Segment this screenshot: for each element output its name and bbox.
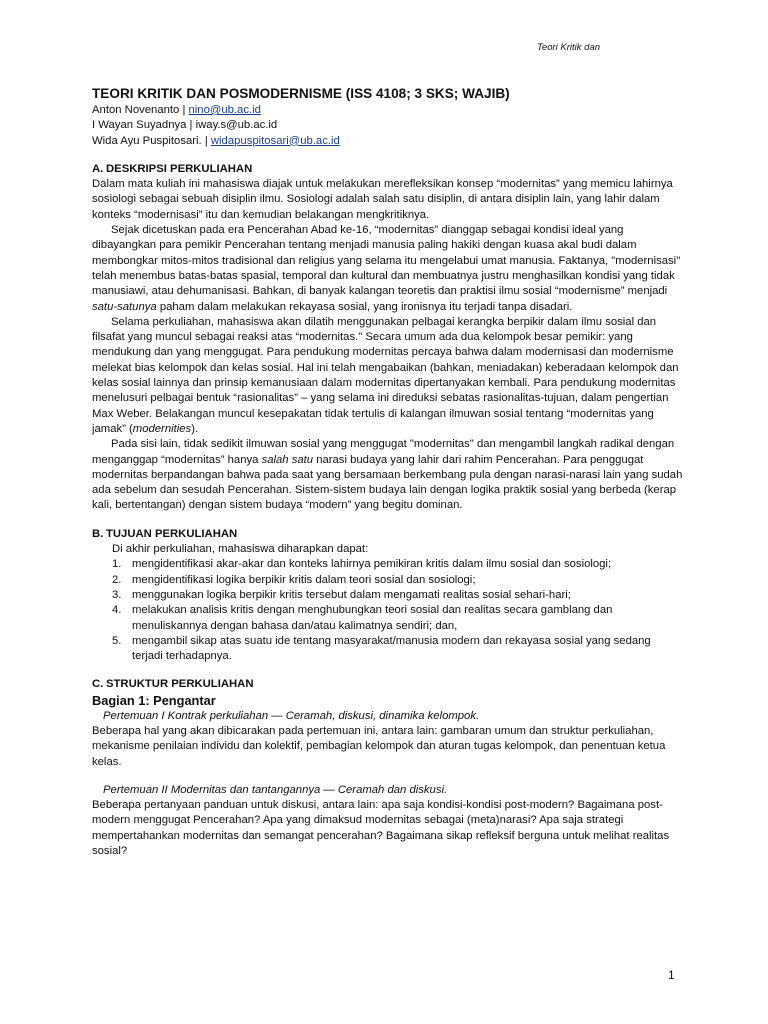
list-text: menggunakan logika berpikir kritis tersebut dalam mengamati realitas sosial sehari-hari; [132,588,571,601]
paragraph: Beberapa hal yang akan dibicarakan pada pertemuan ini, antara lain: gambaran umum dan struktur perkuliahan, mekanisme penilaian individu dan kolektif, pembagian kelompok dan aturan tugas kelompok, dan penentuan ketua kelas. [92,724,666,768]
objectives-list [92,557,684,664]
list-item [92,603,684,634]
text-run: narasi budaya yang lahir dari rahim Pencerahan. Para penggugat modernitas berpandangan bahwa pada saat yang bersamaan berkembang pula dengan narasi-narasi lain yang sudah ada sebelum dan sesudah Pencerahan. Sistem-sistem budaya lain dengan logika praktik sosial yang berbeda (kerap kali, bertentangan) dengan sistem budaya “modern” yang begitu dominan. [92,453,683,512]
author-line [92,118,684,133]
meeting-title: Pertemuan I Kontrak perkuliahan — Ceramah, diskusi, dinamika kelompok. [103,709,480,722]
section-title: TUJUAN PERKULIAHAN [106,527,238,540]
list-item [92,557,684,572]
paragraph [92,223,684,315]
list-item [92,588,684,603]
author-line [92,134,684,149]
author-name: Wida Ayu Puspitosari. | [92,134,211,147]
author-email-link[interactable]: nino@ub.ac.id [188,104,261,116]
section-heading-deskripsi [92,162,684,177]
list-number: 2. [112,573,122,586]
text-run: Pada sisi lain, tidak sedikit ilmuwan sosial yang menggugat "modernitas" dan mengambil langkah radikal dengan menganggap “modernitas” hanya [92,438,675,466]
page-content [92,84,684,859]
emphasis: modernities [132,422,192,435]
paragraph: Dalam mata kuliah ini mahasiswa diajak untuk melakukan merefleksikan konsep “modernitas” yang memicu lahirnya sosiologi sebagai sebuah disiplin ilmu. Sosiologi adalah salah satu disiplin, di antara disiplin lain, yang lahir dalam konteks “modernisasi” itu dan kemudian belakangan mengkritiknya. [92,178,673,221]
subsection-heading: Bagian 1: Pengantar [92,692,216,708]
text-run: Sejak dicetuskan pada era Pencerahan Abad ke-16, “modernitas” dianggap sebagai kondisi ideal yang dibayangkan para pemikir Pencerahan tentang menjadi manusia paling hakiki dengan kuasa akal budi dalam membongkar mitos-mitos tradisional dan religius yang selama itu mengelabui umat manusia. Faktanya, "modernisasi" telah menembus batas-batas spasial, temporal dan kultural dan membuatnya justru menghasilkan kondisi yang tidak manusiawi, atau dehumanisasi. Bahkan, di banyak kalangan teoretis dan praktisi ilmu sosial “modernisme” menjadi [92,224,681,298]
list-number: 4. [112,604,122,617]
list-number: 3. [112,588,122,601]
list-text: melakukan analisis kritis dengan menghubungkan teori sosial dan realitas secara gamblang dan menuliskannya dengan bahasa dan/atau kalimatnya sendiri; dan, [132,604,613,632]
text-run: Selama perkuliahan, mahasiswa akan dilatih menggunakan pelbagai kerangka berpikir dalam ilmu sosial dan filsafat yang muncul sebagai reaksi atas “modernitas." Secara umum ada dua kelompok besar pemikir: yang mendukung dan yang menggugat. Para pendukung modernitas percaya bahwa dalam modernisasi dan modernisme melekat bias kelompok dan kelas sosial. Hal ini telah mengabaikan (bahkan, meniadakan) keberadaan kelompok dan kelas sosial lainnya dan prinsip kemanusiaan dalam modernitas dipertanyakan kembali. Para pendukung modernitas menelusuri pelbagai bentuk “rasionalitas” – yang selama ini direduksi sebatas rasionalitas-tujuan, dalam pengertian Max Weber. Belakangan muncul kesepakatan tidak tertulis di kalangan ilmuwan sosial tentang “modernitas yang jamak” ( [92,315,679,435]
emphasis: satu-satunya [92,300,157,313]
list-item [92,634,684,665]
author-line [92,103,684,118]
running-header: Teori Kritik dan [537,42,601,53]
list-intro: Di akhir perkuliahan, mahasiswa diharapkan dapat: [112,543,369,556]
list-item [92,573,684,588]
course-title: TEORI KRITIK DAN POSMODERNISME (ISS 4108; 3 SKS; WAJIB) [92,86,510,101]
text-run: ). [191,422,199,435]
section-heading-tujuan [92,527,684,542]
section-number: A. [92,162,104,175]
meeting-title: Pertemuan II Modernitas dan tantangannya — Ceramah dan diskusi. [103,783,448,796]
list-number: 1. [112,558,122,571]
paragraph [92,437,684,513]
author-email-link[interactable]: widapuspitosari@ub.ac.id [210,134,340,147]
section-number: B. [92,527,104,540]
paragraph [92,315,684,437]
list-number: 5. [112,634,122,647]
author-list [92,103,684,149]
author-email: iway.s@ub.ac.id [195,119,278,132]
author-name: Anton Novenanto | [92,104,189,116]
list-text: mengambil sikap atas suatu ide tentang masyarakat/manusia modern dan rekayasa sosial yang sedang terjadi terhadapnya. [132,634,651,663]
section-title: STRUKTUR PERKULIAHAN [106,678,254,691]
paragraph: Beberapa pertanyaan panduan untuk diskusi, antara lain: apa saja kondisi-kondisi post-modern? Bagaimana post-modern menggugat Pencerahan? Apa yang dimaksud modernitas sebagai (meta)narasi? Apa saja strategi mempertahankan modernitas dan semangat pencerahan? Bagaimana sikap refleksif berguna untuk melihat realitas sosial? [92,799,670,858]
section-title: DESKRIPSI PERKULIAHAN [106,162,253,175]
list-text: mengidentifikasi akar-akar dan konteks lahirnya pemikiran kritis dalam ilmu sosial dan sosiologi; [132,558,612,571]
list-text: mengidentifikasi logika berpikir kritis dalam teori sosial dan sosiologi; [132,573,476,586]
section-heading-struktur [92,677,684,692]
page-number: 1 [668,968,675,982]
section-number: C. [92,678,104,691]
author-name: I Wayan Suyadnya | [92,119,196,132]
text-run: paham dalam melakukan rekayasa sosial, yang ironisnya itu terjadi tanpa disadari. [156,300,573,313]
emphasis: salah satu [261,453,314,466]
